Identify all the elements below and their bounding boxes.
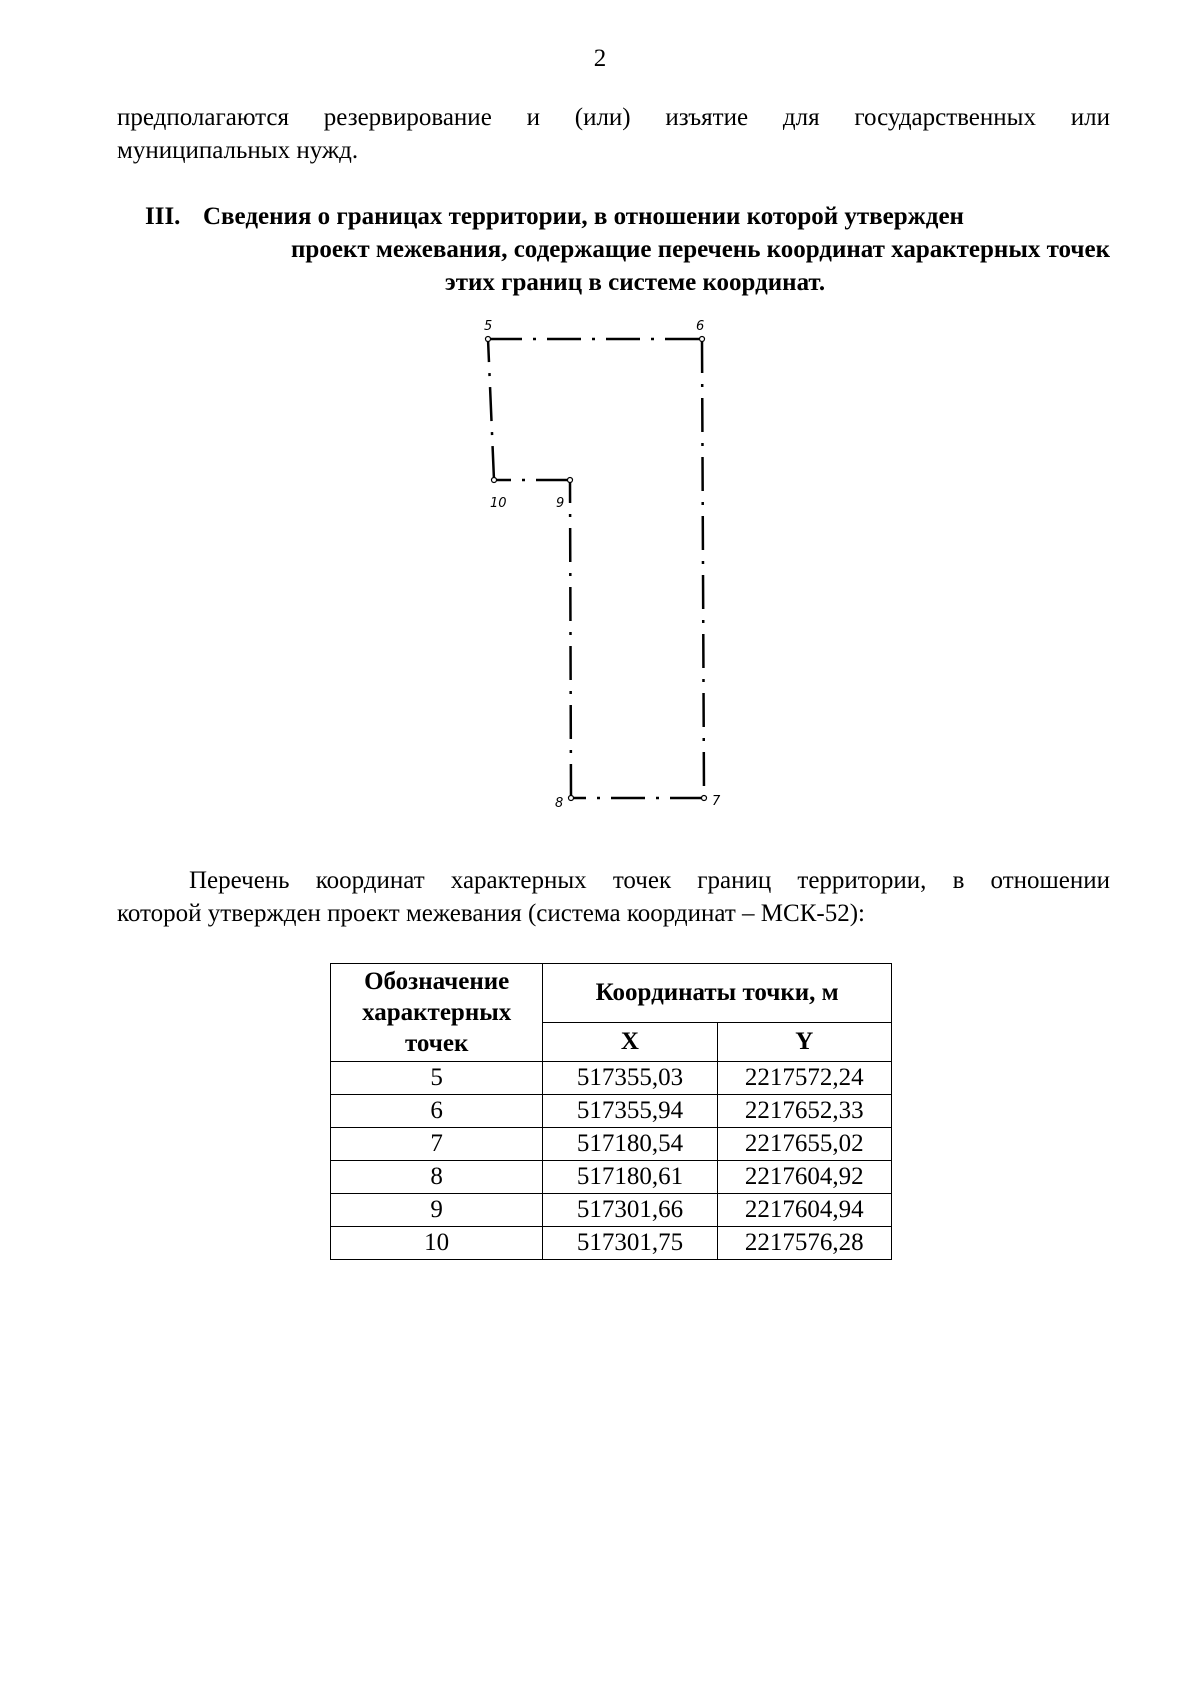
cell-y: 2217576,28: [717, 1227, 891, 1260]
cell-x: 517355,94: [543, 1095, 717, 1128]
section-number: III.: [145, 203, 181, 230]
table-row: [331, 1227, 892, 1260]
point-6-label: 6: [696, 319, 705, 334]
intro-line-2: муниципальных нужд.: [117, 137, 359, 164]
boundary-segment-10-5: [488, 339, 494, 480]
cell-x: 517301,66: [543, 1194, 717, 1227]
page-number: 2: [593, 45, 607, 72]
point-8-marker: [569, 796, 574, 801]
cell-point: 10: [331, 1227, 543, 1260]
header-y: Y: [717, 1023, 891, 1062]
cell-point: 7: [331, 1128, 543, 1161]
table-row: [331, 1062, 892, 1095]
boundary-scheme: [470, 318, 750, 828]
cell-y: 2217655,02: [717, 1128, 891, 1161]
table-row: [331, 1128, 892, 1161]
cell-y: 2217604,92: [717, 1161, 891, 1194]
header-x: X: [543, 1023, 717, 1062]
boundary-lines: [488, 339, 704, 798]
cell-point: 6: [331, 1095, 543, 1128]
boundary-points: [486, 337, 707, 801]
coordinates-table: [330, 963, 892, 1260]
point-8-label: 8: [555, 796, 564, 811]
boundary-segment-8-9: [570, 480, 571, 798]
point-6-marker: [700, 337, 705, 342]
boundary-scheme-drawing: [470, 318, 750, 828]
point-5-label: 5: [484, 319, 493, 334]
section-heading-line-2: проект межевания, содержащие перечень координат характерных точек: [291, 236, 1110, 263]
cell-x: 517301,75: [543, 1227, 717, 1260]
point-10-label: 10: [490, 496, 507, 511]
table-row: [331, 1095, 892, 1128]
cell-x: 517180,54: [543, 1128, 717, 1161]
boundary-segment-6-7: [702, 339, 704, 798]
cell-y: 2217604,94: [717, 1194, 891, 1227]
table-row: [331, 1161, 892, 1194]
point-9-marker: [568, 478, 573, 483]
coordinates-list-intro: [117, 864, 1110, 930]
intro-paragraph: [117, 101, 1110, 167]
point-7-label: 7: [712, 794, 721, 809]
intro-line-1: предполагаются резервирование и (или) изъятие для государственных или: [117, 104, 1110, 131]
header-designation: Обозначение характерных точек: [331, 964, 543, 1062]
table-row: [331, 1194, 892, 1227]
section-heading-line-1: [130, 200, 1110, 233]
table-header-row: [331, 964, 892, 1023]
cell-x: 517355,03: [543, 1062, 717, 1095]
cell-point: 5: [331, 1062, 543, 1095]
list-intro-line-1: Перечень координат характерных точек границ территории, в отношении: [189, 867, 1110, 894]
header-coordinates: Координаты точки, м: [543, 964, 892, 1023]
section-heading: [130, 200, 1110, 299]
cell-y: 2217652,33: [717, 1095, 891, 1128]
point-7-marker: [702, 796, 707, 801]
cell-y: 2217572,24: [717, 1062, 891, 1095]
cell-point: 8: [331, 1161, 543, 1194]
point-9-label: 9: [556, 496, 565, 511]
section-title-part-1: Сведения о границах территории, в отношении которой утвержден: [203, 203, 964, 230]
section-heading-line-3: этих границ в системе координат.: [444, 269, 826, 296]
point-5-marker: [486, 337, 491, 342]
cell-x: 517180,61: [543, 1161, 717, 1194]
cell-point: 9: [331, 1194, 543, 1227]
point-10-marker: [492, 478, 497, 483]
list-intro-line-2: которой утвержден проект межевания (система координат – МСК-52):: [117, 900, 865, 927]
